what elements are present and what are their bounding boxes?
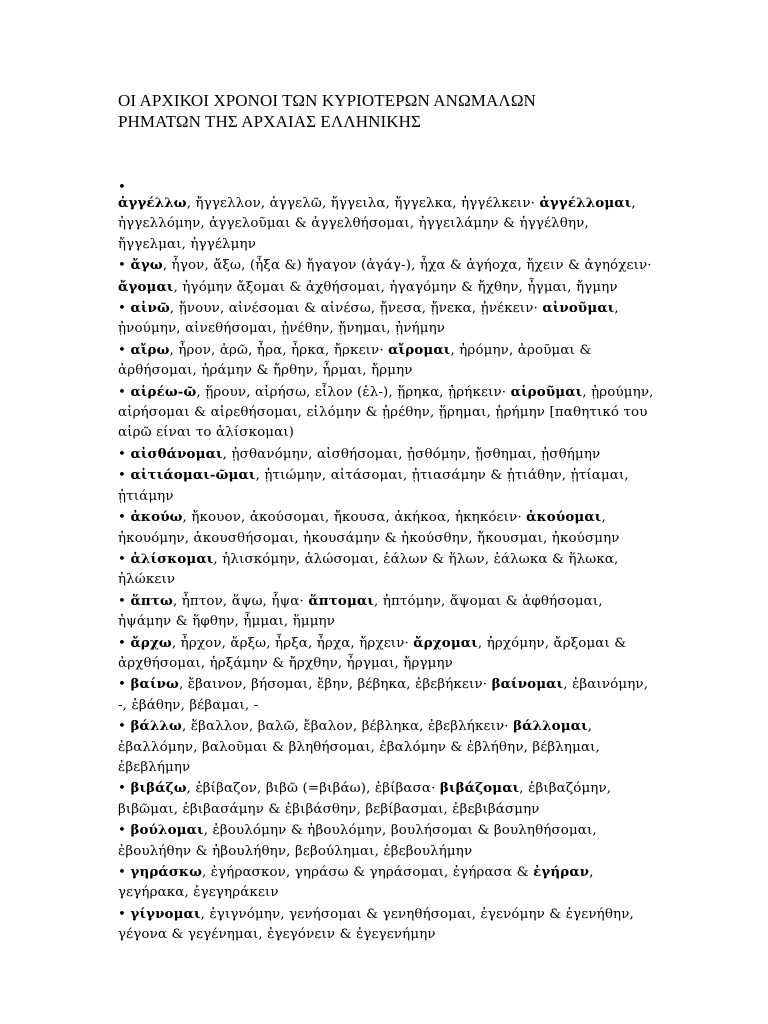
passive-headword: αἱροῦμαι [510, 383, 583, 400]
verb-headword: ἀκούω [130, 509, 183, 526]
verb-forms: , ἦρον, ἀρῶ, ἦρα, ἦρκα, ἤρκειν· [169, 342, 389, 358]
entry-bullet: • [118, 823, 131, 839]
verb-list [118, 193, 658, 946]
verb-forms: , ᾐσθανόμην, αἰσθήσομαι, ᾐσθόμην, ᾔσθημαι, ᾐσθήμην [222, 446, 601, 462]
entry-bullet: • [118, 446, 131, 462]
verb-forms: , ᾕρουν, αἱρήσω, εἷλον (ἑλ-), ᾕρηκα, ᾑρήκειν· [196, 384, 511, 400]
verb-headword: βούλομαι [130, 822, 204, 839]
verb-entry [118, 716, 658, 778]
passive-headword: ἀκούομαι [526, 509, 602, 526]
passive-forms: , ᾑρούμην, αἱρήσομαι & αἱρεθήσομαι, εἱλόμην & ᾑρέθην, ᾕρημαι, ᾑρήμην [παθητικό του αἱρῶ είναι το ἁλίσκομαι) [118, 384, 654, 441]
verb-forms: , ἤγγελλον, ἀγγελῶ, ἤγγειλα, ἤγγελκα, ἠγγέλκειν· [186, 196, 540, 211]
verb-entry [118, 904, 658, 946]
entry-bullet: • [118, 551, 131, 567]
entry-bullet: • [118, 342, 131, 358]
bullet-marker: • [118, 180, 126, 195]
verb-headword: αἰνῶ [130, 300, 170, 317]
passive-forms: , ἡπτόμην, ἅψομαι & ἁφθήσομαι, ἡψάμην & ἥφθην, ἧμμαι, ἥμμην [118, 593, 603, 630]
entry-bullet: • [118, 906, 131, 922]
passive-forms: , ἐβιβαζόμην, βιβῶμαι, ἐβιβασάμην & ἐβιβάσθην, βεβίβασμαι, ἐβεβιβάσμην [118, 781, 612, 817]
verb-forms: , ᾐτιώμην, αἰτάσομαι, ᾐτιασάμην & ᾐτιάθην, ᾐτίαμαι, ᾐτιάμην [118, 468, 629, 504]
document-title [118, 90, 678, 132]
verb-headword: ἁλίσκομαι [130, 550, 214, 567]
passive-headword: βάλλομαι [513, 718, 588, 735]
passive-forms: , ἐβαλλόμην, βαλοῦμαι & βληθήσομαι, ἐβαλόμην & ἐβλήθην, βέβλημαι, ἐβεβλήμην [118, 719, 600, 775]
title-line-2: ΡΗΜΑΤΩΝ ΤΗΣ ΑΡΧΑΙΑΣ ΕΛΛΗΝΙΚΗΣ [118, 112, 422, 131]
entry-bullet: • [118, 635, 131, 651]
entry-bullet: • [118, 301, 131, 317]
entry-bullet: • [118, 719, 131, 735]
entry-bullet: • [118, 865, 131, 880]
passive-headword: βιβάζομαι [439, 780, 520, 797]
passive-headword: αἰνοῦμαι [542, 300, 615, 317]
verb-forms: , ἔβαινον, βήσομαι, ἔβην, βέβηκα, ἐβεβήκειν· [178, 677, 492, 693]
entry-bullet: • [118, 258, 131, 274]
verb-entry [118, 382, 658, 444]
verb-forms: , ἐβουλόμην & ἠβουλόμην, βουλήσομαι & βουληθήσομαι, ἐβουλήθην & ἠβουλήθην, βεβούλημαι, ἐβεβουλήμην [118, 823, 597, 859]
verb-forms: , ἐγιγνόμην, γενήσομαι & γενηθήσομαι, ἐγενόμην & ἐγενήθην, γέγονα & γεγένημαι, ἐγεγόνειν & ἐγεγενήμην [118, 906, 634, 943]
passive-headword: ἄρχομαι [413, 634, 478, 651]
verb-entry [118, 591, 658, 633]
verb-headword: ἀγγέλλω [118, 195, 187, 211]
verb-headword: αἰσθάνομαι [130, 445, 223, 462]
passive-forms: , ἠγγελλόμην, ἀγγελοῦμαι & ἀγγελθήσομαι, ἠγγειλάμην & ἠγγέλθην, ἤγγελμαι, ἠγγέλμην [118, 196, 636, 252]
verb-entry [118, 633, 658, 675]
verb-headword: ἄγω [130, 257, 163, 274]
title-line-1: ΟΙ ΑΡΧΙΚΟΙ ΧΡΟΝΟΙ ΤΩΝ ΚΥΡΙΟΤΕΡΩΝ ΑΝΩΜΑΛΩΝ [118, 91, 536, 110]
verb-entry [118, 193, 658, 255]
verb-forms: , ἧπτον, ἅψω, ἧψα· [172, 593, 309, 609]
verb-headword: βάλλω [130, 718, 182, 735]
verb-headword: γηράσκω [130, 864, 202, 880]
verb-forms: , ᾕνουν, αἰνέσομαι & αἰνέσω, ᾔνεσα, ᾔνεκα, ᾐνέκειν· [169, 301, 543, 317]
passive-headword: ἐγήραν [533, 864, 590, 880]
verb-forms: , ἦγον, ἄξω, (ἦξα &) ἤγαγον (ἀγάγ-), ἦχα & ἀγήοχα, ἤχειν & ἀγηόχειν· [162, 258, 652, 274]
entry-bullet: • [118, 510, 131, 526]
verb-forms: , ἔβαλλον, βαλῶ, ἔβαλον, βέβληκα, ἐβεβλήκειν· [181, 719, 514, 735]
verb-headword: αἱρέω-ῶ [130, 383, 197, 400]
passive-forms: , γεγήρακα, ἐγεγηράκειν [118, 865, 594, 901]
verb-entry [118, 674, 658, 716]
verb-entry [118, 340, 658, 382]
passive-forms: , ἠρχόμην, ἄρξομαι & ἀρχθήσομαι, ἠρξάμην & ἤρχθην, ἦργμαι, ἤργμην [118, 635, 627, 671]
passive-headword: ἅπτομαι [308, 592, 374, 609]
passive-headword: βαίνομαι [491, 676, 564, 693]
entry-bullet: • [118, 468, 131, 484]
verb-entry [118, 820, 658, 862]
verb-entry [118, 255, 658, 298]
verb-headword: ἅπτω [130, 592, 173, 609]
entry-bullet: • [118, 677, 131, 693]
passive-headword: αἴρομαι [388, 341, 451, 358]
verb-forms: , ἦρχον, ἄρξω, ἦρξα, ἦρχα, ἤρχειν· [171, 635, 414, 651]
verb-forms: , ἡλισκόμην, ἁλώσομαι, ἑάλων & ἥλων, ἑάλωκα & ἥλωκα, ἡλώκειν [118, 551, 619, 588]
verb-entry [118, 298, 658, 340]
passive-forms: , ἠρόμην, ἀροῦμαι & ἀρθήσομαι, ἠράμην & ἤρθην, ἦρμαι, ἤρμην [118, 342, 592, 379]
verb-forms: , ἐβίβαζον, βιβῶ (=βιβάω), ἐβίβασα· [186, 781, 440, 797]
passive-forms: , ᾐνούμην, αἰνεθήσομαι, ᾐνέθην, ᾔνημαι, ᾐνήμην [118, 301, 619, 337]
verb-entry [118, 778, 658, 820]
verb-entry [118, 507, 658, 549]
verb-headword: αἴρω [130, 341, 170, 358]
verb-entry [118, 549, 658, 591]
verb-entry [118, 465, 658, 507]
passive-forms: , ἠγόμην ἄξομαι & ἀχθήσομαι, ἠγαγόμην & ἤχθην, ἦγμαι, ἤγμην [173, 279, 618, 295]
verb-headword: γίγνομαι [130, 905, 201, 922]
verb-headword: βιβάζω [130, 780, 187, 797]
entry-bullet: • [118, 593, 131, 609]
entry-bullet: • [118, 384, 131, 400]
verb-entry [118, 862, 658, 904]
verb-headword: αἰτιάομαι-ῶμαι [130, 467, 256, 484]
passive-headword: ἄγομαι [118, 278, 174, 295]
verb-headword: ἄρχω [130, 634, 172, 651]
verb-headword: βαίνω [130, 676, 179, 693]
entry-bullet: • [118, 781, 131, 797]
verb-forms: , ἤκουον, ἀκούσομαι, ἤκουσα, ἀκήκοα, ἠκηκόειν· [182, 510, 527, 526]
verb-entry [118, 444, 658, 465]
passive-forms: , ἐβαινόμην, -, ἐβάθην, βέβαμαι, - [118, 677, 649, 713]
verb-forms: , ἐγήρασκον, γηράσω & γηράσομαι, ἐγήρασα & [201, 865, 534, 880]
passive-forms: , ἠκουόμην, ἀκουσθήσομαι, ἠκουσάμην & ἠκούσθην, ἤκουσμαι, ἠκούσμην [118, 510, 620, 546]
passive-headword: ἀγγέλλομαι [539, 195, 632, 211]
